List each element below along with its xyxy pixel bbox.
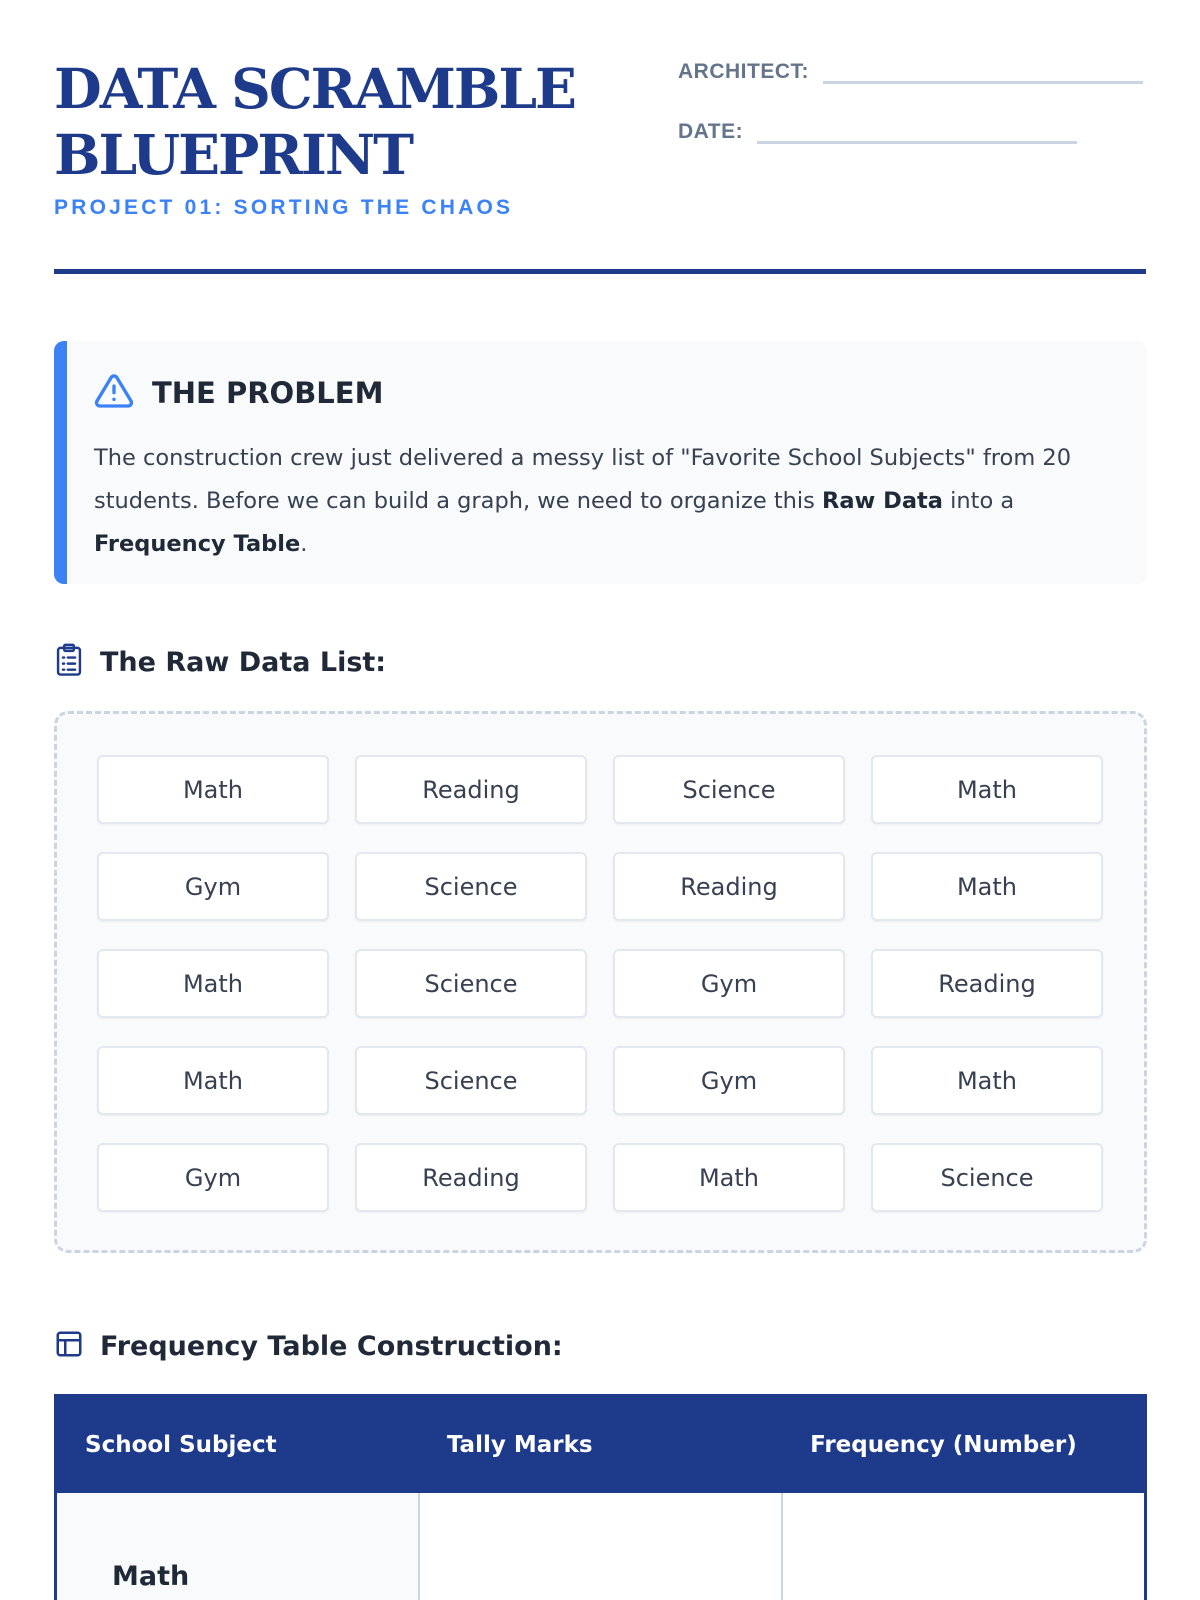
subject-cell: Math	[56, 1493, 419, 1600]
raw-data-item: Science	[871, 1143, 1103, 1212]
date-label: DATE:	[678, 120, 744, 143]
architect-label: ARCHITECT:	[678, 60, 809, 83]
problem-text-part-1: The construction crew just delivered a messy list of "Favorite School Subjects" from 20 students. Before we can build a graph, we need to organize this	[94, 445, 1072, 514]
raw-data-term: Raw Data	[822, 488, 943, 514]
problem-box	[54, 341, 1147, 584]
column-header-subject: School Subject	[56, 1396, 419, 1493]
raw-data-item: Math	[871, 1046, 1103, 1115]
frequency-cell[interactable]	[782, 1493, 1145, 1600]
raw-data-item: Science	[355, 949, 587, 1018]
frequency-table-title: Frequency Table Construction:	[100, 1330, 563, 1362]
raw-data-title: The Raw Data List:	[100, 646, 387, 678]
raw-data-item: Reading	[355, 1143, 587, 1212]
page-subtitle: PROJECT 01: SORTING THE CHAOS	[54, 196, 514, 219]
raw-data-item: Science	[355, 852, 587, 921]
header	[54, 0, 1146, 274]
frequency-table-heading	[54, 1327, 563, 1365]
raw-data-item: Reading	[613, 852, 845, 921]
column-header-tally: Tally Marks	[419, 1396, 782, 1493]
raw-data-box	[54, 711, 1147, 1253]
raw-data-item: Science	[613, 755, 845, 824]
raw-data-item: Gym	[97, 852, 329, 921]
raw-data-item: Reading	[871, 949, 1103, 1018]
raw-data-grid	[97, 755, 1104, 1212]
raw-data-item: Science	[355, 1046, 587, 1115]
title-line-2: BLUEPRINT	[54, 122, 413, 187]
raw-data-item: Gym	[613, 1046, 845, 1115]
table-row	[56, 1493, 1146, 1600]
date-field	[678, 120, 1077, 144]
warning-triangle-icon	[94, 371, 134, 415]
date-input-line[interactable]	[757, 141, 1077, 144]
column-header-frequency: Frequency (Number)	[782, 1396, 1145, 1493]
table-layout-icon	[54, 1327, 84, 1365]
raw-data-item: Math	[97, 755, 329, 824]
frequency-table	[54, 1394, 1147, 1600]
problem-title: THE PROBLEM	[152, 376, 384, 410]
page-title	[54, 56, 654, 188]
table-header-row	[56, 1396, 1146, 1493]
raw-data-item: Math	[613, 1143, 845, 1212]
raw-data-item: Math	[871, 852, 1103, 921]
problem-text	[94, 437, 1104, 566]
problem-header	[94, 371, 1107, 415]
architect-input-line[interactable]	[823, 81, 1143, 84]
raw-data-item: Gym	[97, 1143, 329, 1212]
frequency-table-term: Frequency Table	[94, 531, 301, 557]
raw-data-heading	[54, 643, 386, 681]
raw-data-item: Math	[97, 949, 329, 1018]
raw-data-item: Reading	[355, 755, 587, 824]
architect-field	[678, 60, 1143, 84]
problem-text-part-3: .	[300, 531, 308, 557]
raw-data-item: Math	[871, 755, 1103, 824]
problem-text-part-2: into a	[942, 488, 1015, 514]
tally-cell[interactable]	[419, 1493, 782, 1600]
title-line-1: DATA SCRAMBLE	[54, 56, 575, 121]
raw-data-item: Math	[97, 1046, 329, 1115]
clipboard-icon	[54, 643, 84, 681]
raw-data-item: Gym	[613, 949, 845, 1018]
